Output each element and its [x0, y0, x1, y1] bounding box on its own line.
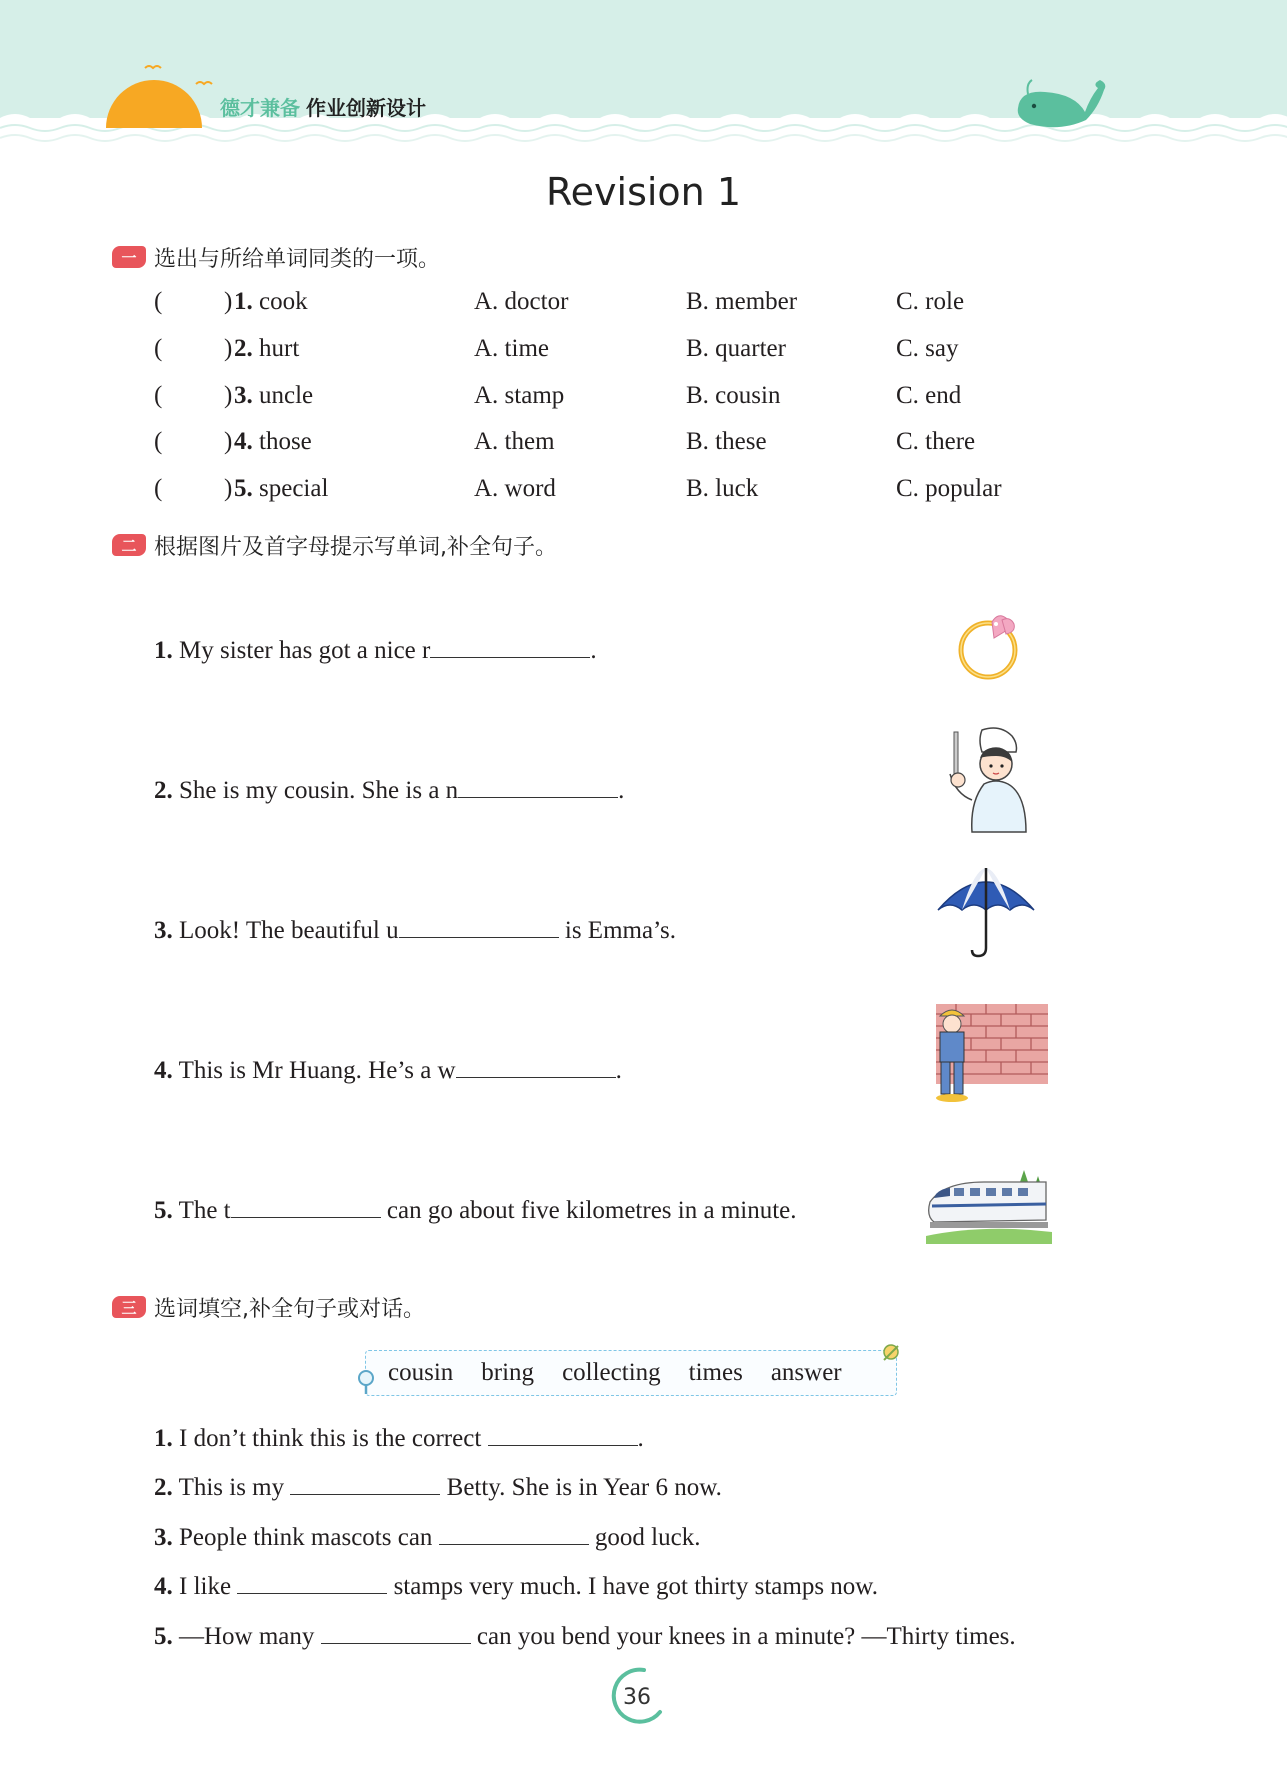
header-banner	[0, 0, 1287, 150]
worker-brick-wall-icon	[926, 1002, 1050, 1106]
section-3-badge: 三	[112, 1296, 146, 1318]
answer-blank[interactable]	[231, 1192, 381, 1218]
answer-blank[interactable]	[488, 1420, 638, 1446]
option-b: B. these	[686, 428, 767, 455]
sentence-before: I like	[179, 1573, 238, 1600]
sentence-after: .	[637, 1425, 644, 1452]
sentence-after: .	[590, 637, 597, 664]
answer-paren[interactable]: (	[154, 475, 163, 502]
option-a: A. doctor	[474, 288, 569, 315]
word-bank-item: cousin	[388, 1359, 454, 1386]
s2-sentence	[154, 912, 676, 945]
sentence-before: Look! The beautiful u	[179, 917, 399, 944]
sentence-before: My sister has got a nice r	[179, 637, 431, 664]
item-number: 3.	[154, 1524, 173, 1551]
section-3-header	[112, 1290, 425, 1324]
pencil-decoration-icon	[878, 1340, 904, 1364]
item-number: 5.	[154, 1197, 173, 1224]
option-c: C. say	[896, 335, 959, 362]
s1-item: ( ) 3. uncle A. stamp B. cousin C. end	[154, 382, 962, 409]
umbrella-icon	[934, 862, 1038, 960]
section-2-header	[112, 528, 557, 562]
sentence-before: This is Mr Huang. He’s a w	[178, 1057, 456, 1084]
s2-sentence	[154, 1192, 797, 1225]
section-1-header	[112, 240, 440, 274]
section-1-badge: 一	[112, 246, 146, 268]
sentence-before: She is my cousin. She is a n	[179, 777, 459, 804]
brand-main: 德才兼备	[220, 96, 300, 120]
s3-sentence	[154, 1519, 700, 1552]
word-bank-item: times	[688, 1359, 743, 1386]
option-b: B. cousin	[686, 382, 781, 409]
option-a: A. word	[474, 475, 556, 502]
given-word: those	[259, 428, 312, 455]
answer-blank[interactable]	[290, 1469, 440, 1495]
item-number: 4.	[234, 428, 253, 455]
option-c: C. role	[896, 288, 965, 315]
sentence-before: —How many	[179, 1623, 321, 1650]
answer-paren[interactable]: (	[154, 288, 163, 315]
page-title: Revision 1	[545, 170, 742, 214]
sentence-after: good luck.	[588, 1524, 701, 1551]
item-number: 2.	[154, 777, 173, 804]
s1-item: ( ) 1. cook A. doctor B. member C. role	[154, 288, 965, 315]
word-bank-item: bring	[481, 1359, 535, 1386]
s1-item: ( ) 4. those A. them B. these C. there	[154, 428, 976, 455]
sentence-before: The t	[178, 1197, 231, 1224]
item-number: 5.	[234, 475, 253, 502]
sentence-after: Betty. She is in Year 6 now.	[440, 1474, 722, 1501]
sentence-after: .	[618, 777, 625, 804]
given-word: cook	[259, 288, 308, 315]
section-1-title: 选出与所给单词同类的一项。	[154, 246, 441, 272]
option-b: B. quarter	[686, 335, 786, 362]
answer-blank[interactable]	[439, 1519, 589, 1545]
section-3-title: 选词填空,补全句子或对话。	[154, 1296, 425, 1322]
brand-sub: 作业创新设计	[306, 96, 426, 120]
sentence-after: can you bend your knees in a minute? —Thirty times.	[470, 1623, 1016, 1650]
page-number: 36	[623, 1684, 651, 1710]
word-bank	[365, 1350, 897, 1396]
brand-label	[220, 92, 426, 121]
given-word: hurt	[259, 335, 300, 362]
section-2-badge: 二	[112, 534, 146, 556]
item-number: 3.	[234, 382, 253, 409]
answer-blank[interactable]	[456, 1052, 616, 1078]
section-2-title: 根据图片及首字母提示写单词,补全句子。	[154, 534, 557, 560]
given-word: special	[259, 475, 329, 502]
s2-sentence	[154, 1052, 622, 1085]
sentence-after: .	[615, 1057, 622, 1084]
word-bank-item: collecting	[562, 1359, 661, 1386]
sentence-before: This is my	[178, 1474, 291, 1501]
answer-blank[interactable]	[458, 772, 618, 798]
nurse-icon	[942, 724, 1034, 834]
option-b: B. member	[686, 288, 798, 315]
answer-paren[interactable]: (	[154, 382, 163, 409]
option-b: B. luck	[686, 475, 759, 502]
given-word: uncle	[259, 382, 314, 409]
option-a: A. stamp	[474, 382, 565, 409]
item-number: 1.	[154, 637, 173, 664]
sentence-before: People think mascots can	[179, 1524, 439, 1551]
option-c: C. end	[896, 382, 962, 409]
answer-blank[interactable]	[321, 1618, 471, 1644]
s3-sentence	[154, 1568, 878, 1601]
sentence-after: can go about five kilometres in a minute.	[380, 1197, 797, 1224]
item-number: 4.	[154, 1573, 173, 1600]
item-number: 5.	[154, 1623, 173, 1650]
answer-blank[interactable]	[430, 632, 590, 658]
item-number: 3.	[154, 917, 173, 944]
sentence-before: I don’t think this is the correct	[179, 1425, 488, 1452]
ring-icon	[950, 608, 1026, 684]
s2-sentence	[154, 772, 624, 805]
s3-sentence	[154, 1420, 644, 1453]
sentence-after: stamps very much. I have got thirty stamps now.	[387, 1573, 878, 1600]
train-icon	[924, 1166, 1054, 1244]
option-c: C. there	[896, 428, 976, 455]
item-number: 1.	[234, 288, 253, 315]
s3-sentence	[154, 1469, 722, 1502]
answer-blank[interactable]	[399, 912, 559, 938]
item-number: 4.	[154, 1057, 173, 1084]
item-number: 1.	[154, 1425, 173, 1452]
answer-paren[interactable]: (	[154, 335, 163, 362]
option-a: A. time	[474, 335, 549, 362]
option-c: C. popular	[896, 475, 1002, 502]
magnifier-icon	[356, 1368, 378, 1396]
item-number: 2.	[154, 1474, 173, 1501]
sentence-after: is Emma’s.	[558, 917, 676, 944]
s3-sentence	[154, 1618, 1016, 1651]
answer-paren[interactable]: (	[154, 428, 163, 455]
s2-sentence	[154, 632, 597, 665]
answer-blank[interactable]	[237, 1568, 387, 1594]
item-number: 2.	[234, 335, 253, 362]
s1-item: ( ) 5. special A. word B. luck C. popular	[154, 475, 1002, 502]
s1-item: ( ) 2. hurt A. time B. quarter C. say	[154, 335, 959, 362]
option-a: A. them	[474, 428, 555, 455]
word-bank-item: answer	[770, 1359, 842, 1386]
